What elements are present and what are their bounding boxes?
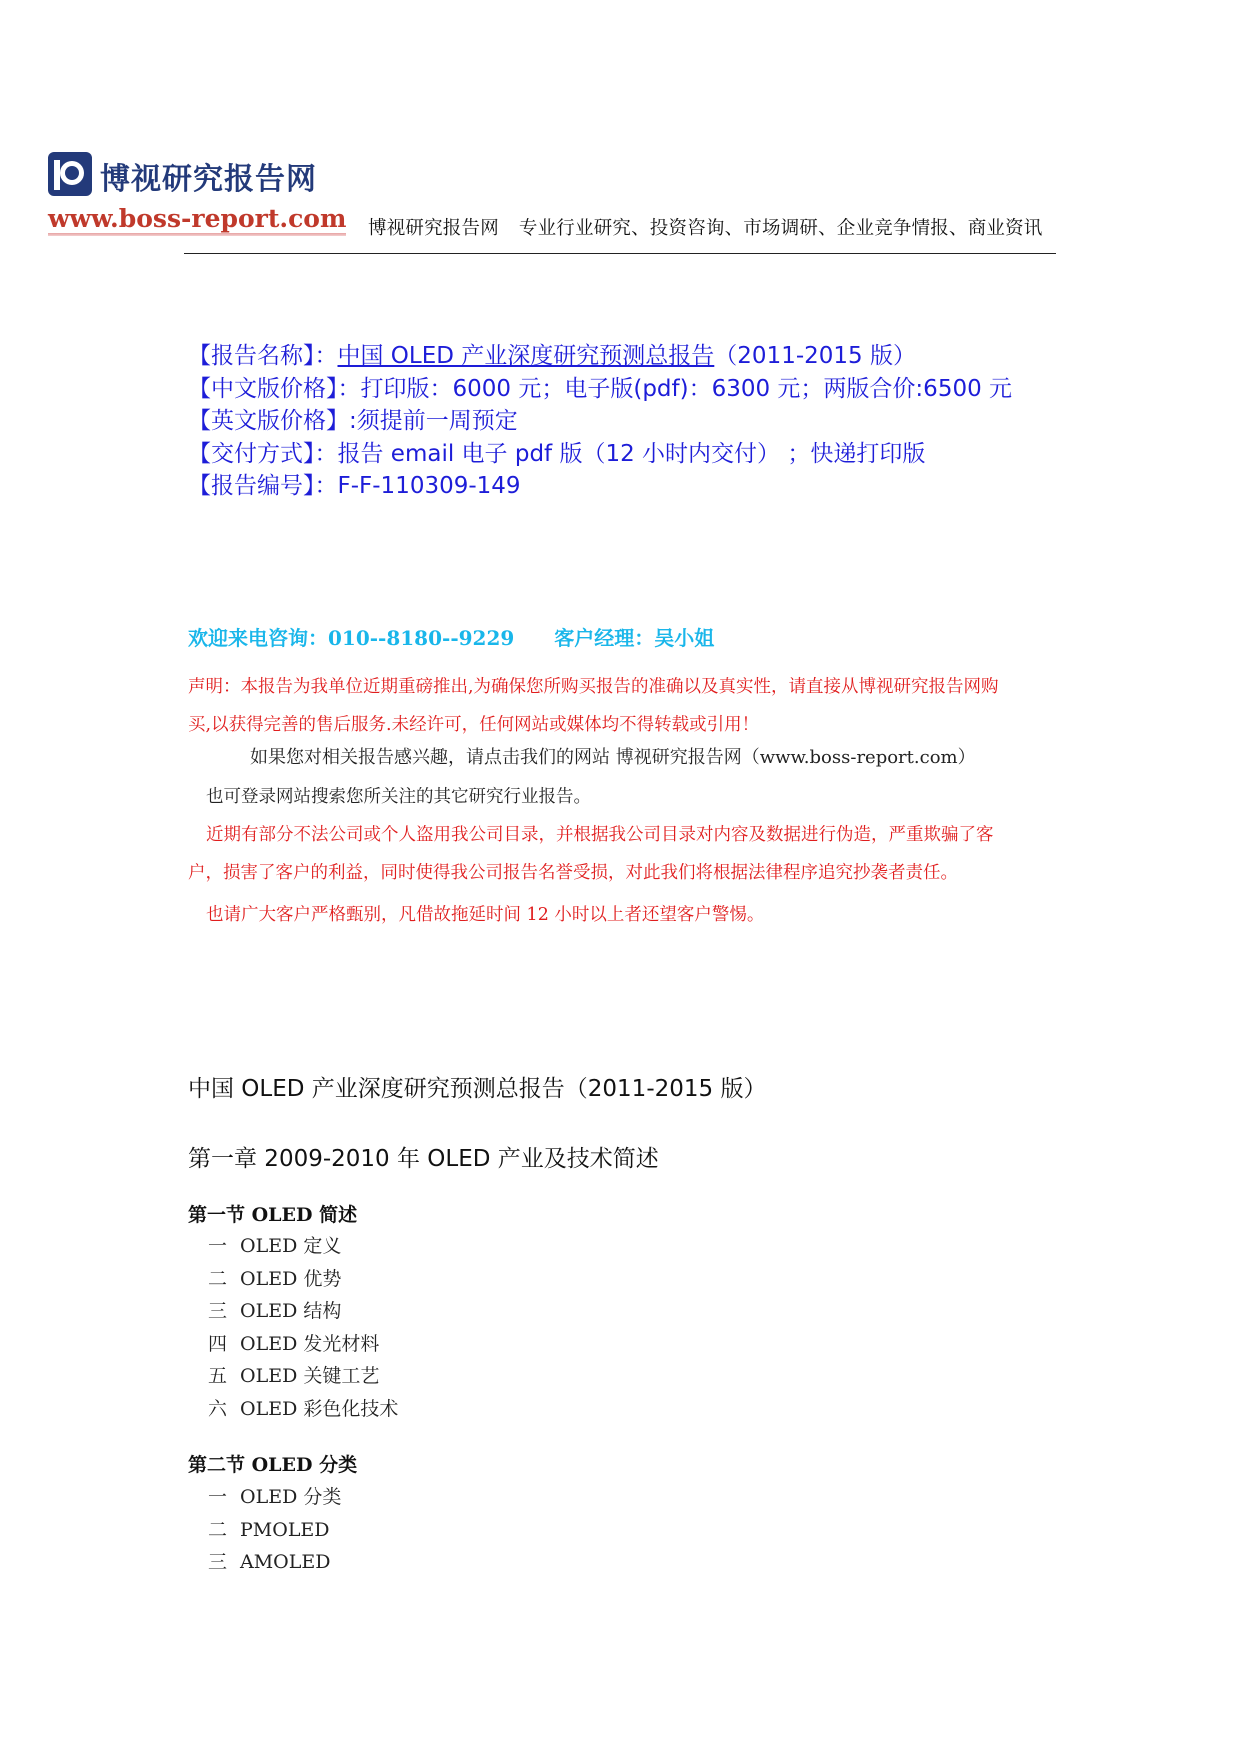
- item-number: 三: [208, 1551, 228, 1573]
- item-text: OLED 分类: [240, 1486, 342, 1508]
- tagline-services: 专业行业研究、投资咨询、市场调研、企业竞争情报、商业资讯: [518, 218, 1043, 239]
- item-text: OLED 结构: [240, 1300, 342, 1322]
- list-item: [208, 1393, 398, 1426]
- list-item: [208, 1295, 398, 1328]
- logo-emblem-icon: [48, 152, 92, 196]
- contents-report-title: 中国 OLED 产业深度研究预测总报告（2011-2015 版）: [188, 1076, 767, 1102]
- delivery-row: 【交付方式】：报告 email 电子 pdf 版（12 小时内交付） ；快递打印版: [188, 440, 926, 467]
- list-item: [208, 1514, 341, 1547]
- warning-line: 户，损害了客户的利益，同时使得我公司报告名誉受损，对此我们将根据法律程序追究抄袭者责任。: [188, 863, 958, 883]
- statement-notice: [188, 668, 1058, 744]
- item-text: OLED 彩色化技术: [240, 1397, 399, 1420]
- report-code-row: 【报告编号】：F-F-110309-149: [188, 473, 521, 499]
- item-text: OLED 定义: [240, 1235, 342, 1257]
- chapter-heading: 第一章 2009-2010 年 OLED 产业及技术简述: [188, 1146, 659, 1172]
- list-item: [208, 1360, 398, 1393]
- item-text: AMOLED: [240, 1551, 331, 1573]
- english-price-row: 【英文版价格】:须提前一周预定: [188, 408, 518, 434]
- item-text: PMOLED: [240, 1518, 330, 1541]
- item-text: OLED 关键工艺: [240, 1365, 380, 1387]
- statement-line: 买,以获得完善的售后服务.未经许可，任何网站或媒体均不得转载或引用！: [188, 715, 760, 735]
- list-item: [208, 1546, 341, 1579]
- item-number: 一: [208, 1235, 228, 1257]
- warning-line: 近期有部分不法公司或个人盗用我公司目录，并根据我公司目录对内容及数据进行伪造，严重欺骗了客: [206, 825, 994, 845]
- section-heading: 第一节 OLED 简述: [188, 1204, 358, 1226]
- section-item-list: [208, 1481, 341, 1579]
- list-item: [208, 1328, 398, 1361]
- contact-line: [188, 622, 714, 651]
- report-name-row: [188, 340, 1012, 373]
- item-text: OLED 发光材料: [240, 1332, 380, 1355]
- header-divider: [184, 253, 1056, 254]
- statement-line: 声明：本报告为我单位近期重磅推出,为确保您所购买报告的准确以及真实性，请直接从博视研究报告网购: [188, 677, 999, 697]
- item-number: 三: [208, 1300, 228, 1322]
- caution-notice: 也请广大客户严格甄别，凡借故拖延时间 12 小时以上者还望客户警惕。: [206, 905, 765, 925]
- tagline-site: 博视研究报告网: [368, 218, 499, 239]
- report-info: [188, 340, 1012, 503]
- item-number: 一: [208, 1486, 228, 1508]
- contact-manager: 客户经理：吴小姐: [554, 626, 715, 650]
- site-logo[interactable]: [48, 148, 347, 238]
- interest-line: 如果您对相关报告感兴趣，请点击我们的网站 博视研究报告网（www.boss-report.com）: [250, 747, 976, 768]
- logo-url[interactable]: www.boss-report.com: [48, 204, 347, 233]
- logo-name: 博视研究报告网: [100, 162, 317, 197]
- item-number: 二: [208, 1267, 228, 1290]
- report-name-edition: （2011-2015 版）: [714, 343, 916, 369]
- item-number: 二: [208, 1518, 228, 1541]
- section-item-list: [208, 1230, 398, 1425]
- header-tagline: [368, 214, 1043, 240]
- report-name-link[interactable]: 中国 OLED 产业深度研究预测总报告: [337, 343, 715, 369]
- warning-notice: [188, 816, 1058, 892]
- list-item: [208, 1481, 341, 1514]
- contact-phone: 欢迎来电咨询：010--8180--9229: [188, 626, 515, 650]
- item-number: 五: [208, 1365, 228, 1387]
- item-text: OLED 优势: [240, 1267, 342, 1290]
- item-number: 六: [208, 1397, 228, 1420]
- report-name-label: 【报告名称】：: [188, 343, 338, 369]
- list-item: [208, 1263, 398, 1296]
- section-heading: 第二节 OLED 分类: [188, 1454, 358, 1476]
- item-number: 四: [208, 1332, 228, 1355]
- chinese-price-row: 【中文版价格】：打印版：6000 元；电子版(pdf)：6300 元；两版合价:6500 元: [188, 375, 1013, 402]
- login-line: 也可登录网站搜索您所关注的其它研究行业报告。: [206, 787, 591, 807]
- list-item: [208, 1230, 398, 1263]
